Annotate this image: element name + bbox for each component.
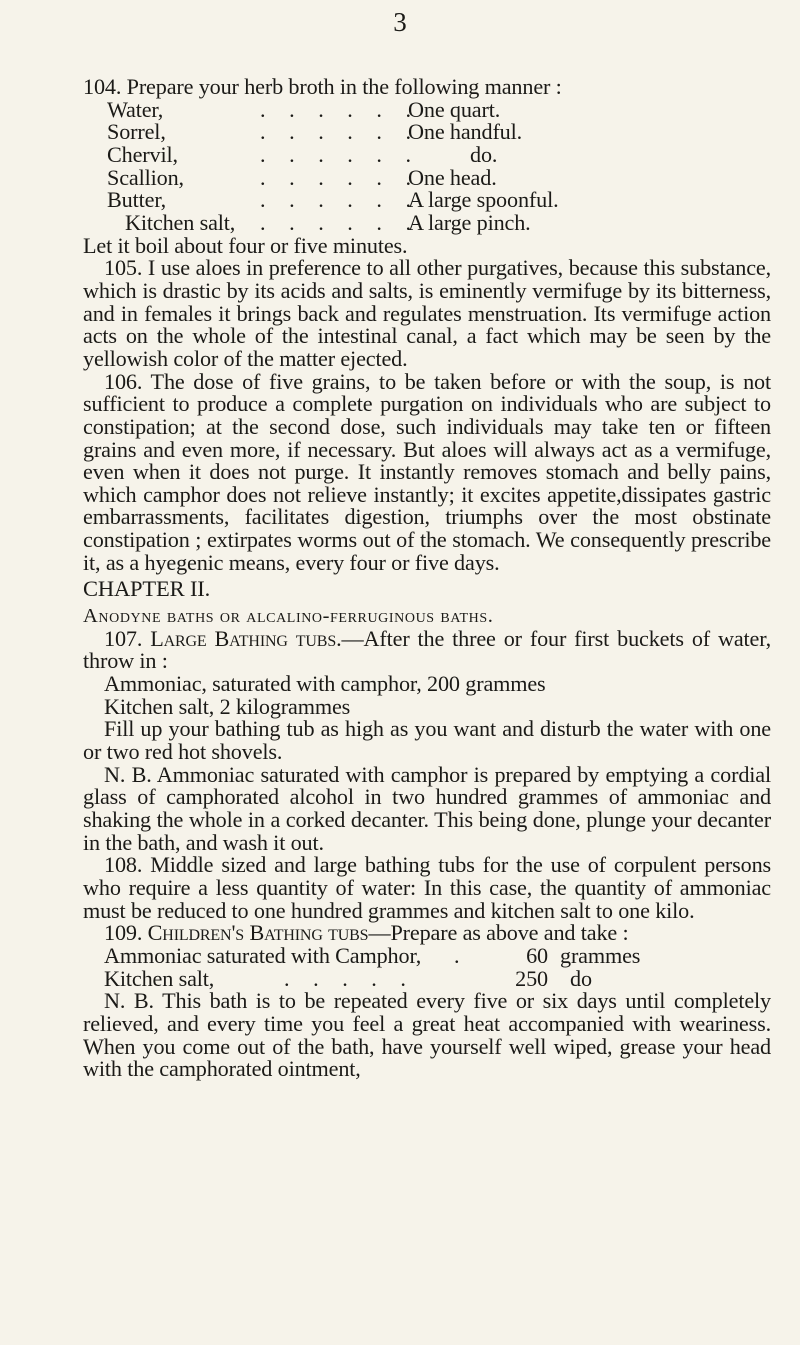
ingredient-name: Sorrel,	[107, 119, 166, 145]
chapter-subtitle: Anodyne baths or alcalino-ferruginous baths.	[83, 605, 494, 628]
ingredient-quantity: One handful.	[408, 119, 523, 145]
paragraph-107-after: Fill up your bathing tub as high as you want and disturb the water with one or two red hot shovels.	[83, 716, 771, 765]
ingredient-row	[83, 96, 771, 122]
page-text	[83, 76, 771, 1081]
ingredient-name: Kitchen salt,	[104, 965, 215, 991]
ingredient-row	[83, 209, 771, 235]
paragraph-104-after: Let it boil about four or five minutes.	[83, 232, 408, 258]
paragraph-108: 108. Middle sized and large bathing tubs for the use of corpulent persons who require a less quantity of water: In this case, the quantity of ammoniac must be reduced to one hundred grammes and kitchen salt to one kilo.	[83, 852, 771, 923]
paragraph-text: —Prepare as above and take :	[368, 920, 629, 946]
ingredient-row	[83, 141, 771, 167]
leader-dots: .	[454, 942, 469, 968]
ingredient-name: Ammoniac saturated with Camphor,	[104, 942, 422, 968]
ingredient-quantity: 60	[526, 942, 548, 968]
ingredient-quantity: A large pinch.	[408, 209, 531, 235]
chapter-title: CHAPTER II.	[83, 576, 211, 602]
ingredient-quantity: A large spoonful.	[408, 187, 559, 213]
ingredient-name: Scallion,	[107, 164, 184, 190]
bath-ingredient-line: Ammoniac, saturated with camphor, 200 grammes	[104, 671, 546, 697]
ingredient-unit: grammes	[560, 942, 641, 968]
page-number: 3	[393, 7, 407, 37]
paragraph-number: 107.	[104, 625, 143, 651]
leader-dots: . . . . . .	[260, 96, 421, 122]
ingredient-row	[83, 189, 771, 212]
leader-dots: . . . . . .	[260, 164, 421, 190]
ingredient-unit: do	[570, 965, 592, 991]
children-ingredient-row	[83, 965, 771, 991]
ingredient-name: Kitchen salt,	[125, 209, 236, 235]
ingredient-name: Water,	[107, 96, 164, 122]
ingredient-quantity: 250	[515, 965, 548, 991]
ingredient-name: Chervil,	[107, 141, 178, 167]
paragraph-106: 106. The dose of five grains, to be taken before or with the soup, is not sufficient to produce a complete purgation on individuals who are subject to constipation; at the second dose, such individuals may take ten or fifteen grains and even more, if necessary. But aloes will always act as a vermifuge, even when it does not purge. It instantly removes stomach and belly pains, which camphor does not relieve instantly; it excites appetite,dissipates gastric embarrassments, facilitates digestion, triumphs over the most obstinate constipation ; extirpates worms out of the stomach. We consequently prescribe it, as a hyegenic means, every four or five days.	[83, 368, 771, 575]
section-heading: Children's Bathing tubs	[147, 920, 369, 946]
ingredient-row	[83, 121, 771, 144]
ingredient-quantity: One head.	[408, 164, 497, 190]
leader-dots: . . . . .	[284, 965, 415, 991]
paragraph-105: 105. I use aloes in preference to all other purgatives, because this substance, which is drastic by its acids and salts, is eminently vermifuge by its bitterness, and in females it brings back and regulates menstruation. Its vermifuge action acts on the whole of the intestinal canal, a fact which may be seen by the yellowish color of the matter ejected.	[83, 255, 771, 371]
children-ingredient-row	[83, 942, 771, 968]
broth-ingredient-list	[83, 96, 771, 235]
paragraph-107-note: N. B. Ammoniac saturated with camphor is prepared by emptying a cordial glass of camphorated alcohol in two hundred grammes of ammoniac and shaking the whole in a corked decanter. This being done, plunge your decanter in the bath, and wash it out.	[83, 761, 771, 855]
paragraph-109	[83, 922, 771, 945]
paragraph-109-note: N. B. This bath is to be repeated every five or six days until completely relieved, and every time you feel a great heat accompanied with weariness. When you come out of the bath, have yourself well wiped, grease your head with the camphorated ointment,	[83, 988, 771, 1082]
ingredient-quantity: do.	[470, 141, 498, 167]
ingredient-row	[83, 164, 771, 190]
section-heading: Large Bathing tubs.	[150, 625, 342, 651]
leader-dots: . . . . . .	[260, 119, 421, 145]
paragraph-107	[83, 625, 771, 674]
paragraph-104-intro: 104. Prepare your herb broth in the following manner :	[83, 74, 562, 99]
paragraph-number: 109.	[104, 920, 143, 946]
bath-ingredient-line: Kitchen salt, 2 kilogrammes	[104, 693, 351, 719]
leader-dots: . . . . . .	[260, 209, 421, 235]
paragraph-text: —After the three or four first buckets of water, throw in :	[83, 625, 771, 674]
leader-dots: . . . . . .	[260, 187, 421, 213]
leader-dots: . . . . . .	[260, 141, 421, 167]
ingredient-quantity: One quart.	[408, 96, 501, 122]
ingredient-name: Butter,	[107, 187, 167, 213]
